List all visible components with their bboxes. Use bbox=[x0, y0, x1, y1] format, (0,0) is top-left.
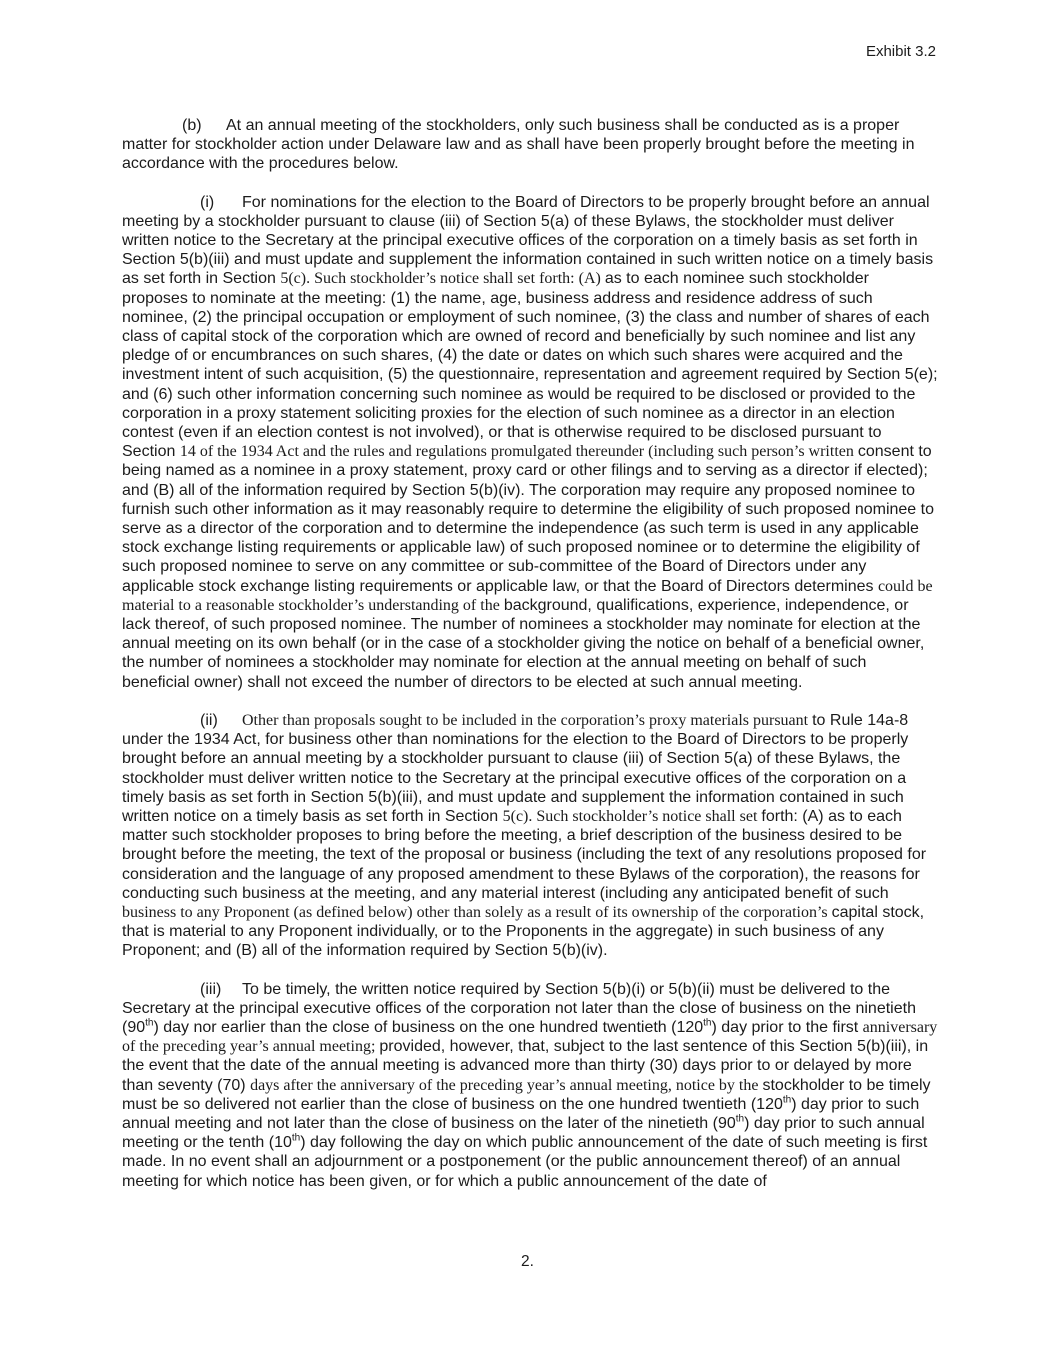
paragraph-b bbox=[122, 116, 938, 174]
text-run: ) day nor earlier than the close of business on the one hundred twentieth (120 bbox=[153, 1018, 704, 1036]
exhibit-label: Exhibit 3.2 bbox=[865, 43, 936, 60]
text-run: to Rule 14a-8 under the 1934 Act, for business other than nominations for the election to the Board of Directors to be properly brought before an annual meeting by a stockholder pursuant to clause (iii) of Section 5(a) of these Bylaws, the stockholder must deliver written notice to the Secretary at the principal executive offices of the corporation on a timely basis as set forth in Section 5(b)(iii), and must update and supplement the information contained in such written notice on a timely basis as set forth in Section bbox=[122, 711, 909, 825]
text-run: capital stock, that is material to any Proponent individually, or to the Proponents in the aggregate) in such business of any Proponent; and (B) all of the information required by Section 5(b)(iv). bbox=[122, 903, 925, 960]
text-run: forth: (A) as to each matter such stockholder proposes to bring before the meeting, a brief description of the business desired to be brought before the meeting, the text of the proposal or business (including the text of any resolutions proposed for consideration and the language of any proposed amendment to these Bylaws of the corporation), the reasons for conducting such business at the meeting, and any material interest (including any anticipated benefit of such bbox=[122, 807, 927, 902]
text-run: consent to being named as a nominee in a proxy statement, proxy card or other filings and to serving as a director if elected); and (B) all of the information required by Section 5(b)(iv). The corporation may require any proposed nominee to furnish such other information as it may reasonably require to determine the eligibility of such proposed nominee to serve as a director of the corporation and to determine the independence (as such term is used in any applicable stock exchange listing requirements or applicable law) of such proposed nominee or to determine the eligibility of such proposed nominee to serve on any committee or sub-committee of the Board of Directors under any applicable stock exchange listing requirements or applicable law, or that the Board of Directors determines bbox=[122, 443, 934, 595]
text-run: background, qualifications, experience, independence, or lack thereof, of such proposed nominee. The number of nominees a stockholder may nominate for election at the annual meeting on its own behalf (or in the case of a stockholder giving the notice on behalf of a beneficial owner, the number of nominees a stockholder may nominate for election at the annual meeting on behalf of such beneficial owner) shall not exceed the number of directors to be elected at such annual meeting. bbox=[122, 596, 925, 691]
text-run: business to any Proponent (as defined below) other than solely as a result of its ownership of the corporation’s bbox=[122, 903, 832, 921]
page-number: 2. bbox=[521, 1253, 534, 1270]
text-run: as to each nominee such stockholder proposes to nominate at the meeting: (1) the name, age, business address and residence address of such nominee, (2) the principal occupation or employment of such nominee, (3) the class and number of shares of each class of capital stock of the corporation which are owned of record and beneficially by such nominee and list any pledge of or encumbrances on such shares, (4) the date or dates on which such shares were acquired and the investment intent of such acquisition, (5) the questionnaire, representation and agreement required by Section 5(e); and (6) such other information concerning such nominee as would be required to be disclosed or provided to the corporation in a proxy statement soliciting proxies for the election of such nominee as a director in an election contest (even if an election contest is not involved), or that is otherwise required to be disclosed pursuant to Section bbox=[122, 270, 938, 461]
text-run: 5(c). Such stockholder’s notice shall set bbox=[502, 807, 762, 825]
text-run: Other than proposals sought to be included in the corporation’s proxy materials pursuant bbox=[242, 711, 813, 729]
text-run: th bbox=[782, 1094, 792, 1106]
text-run: anniversary of the preceding year’s annual meeting; bbox=[122, 1018, 938, 1056]
text-run: days after the anniversary of the preceding year’s annual meeting, notice by the bbox=[250, 1076, 763, 1094]
text-run: ) day prior to such annual meeting and not later than the close of business on the later of the ninetieth (90 bbox=[122, 1095, 920, 1132]
text-run: could be material to a reasonable stockholder’s understanding of the bbox=[122, 577, 933, 614]
paragraph-i bbox=[122, 193, 938, 692]
paragraph-iii bbox=[122, 980, 938, 1191]
paragraph-label: (ii) bbox=[200, 711, 218, 729]
document-body bbox=[122, 116, 938, 1191]
paragraph-label: (b) bbox=[182, 117, 202, 134]
text-run: th bbox=[735, 1113, 745, 1125]
text-run: ) day prior to such annual meeting or the tenth (10 bbox=[122, 1114, 925, 1152]
paragraph-ii bbox=[122, 711, 938, 961]
text-run: stockholder to be timely must be so delivered not earlier than the close of business on the one hundred twentieth (120 bbox=[122, 1076, 931, 1113]
text-run: th bbox=[703, 1017, 712, 1029]
text-run: To be timely, the written notice required by Section 5(b)(i) or 5(b)(ii) must be delivered to the Secretary at the principal executive offices of the corporation not later than the close of business on the ninetieth (90 bbox=[122, 980, 916, 1036]
text-run: 5(c). Such stockholder’s notice shall set forth: (A) bbox=[280, 270, 605, 288]
text-run: 14 of the 1934 Act and the rules and regulations promulgated thereunder (including such person’s written bbox=[179, 443, 858, 461]
paragraph-label: (i) bbox=[200, 193, 215, 211]
text-run: At an annual meeting of the stockholders, only such business shall be conducted as is a proper matter for stockholder action under Delaware law and as shall have been properly brought before the meeting in accordance with the procedures below. bbox=[122, 117, 915, 173]
text-run: th bbox=[145, 1017, 154, 1029]
text-run: ) day prior to the first bbox=[711, 1018, 863, 1036]
paragraph-label: (iii) bbox=[200, 980, 222, 998]
text-run: ) day following the day on which public announcement of the date of such meeting is first made. In no event shall an adjournment or a postponement (or the public announcement thereof) of an annual meeting for which notice has been given, or for which a public announcement of the date of bbox=[122, 1134, 928, 1190]
text-run: th bbox=[291, 1132, 301, 1144]
text-run: provided, however, that, subject to the last sentence of this Section 5(b)(iii), in the event that the date of the annual meeting is advanced more than thirty (30) days prior to or delayed by more than seventy (70) bbox=[122, 1038, 929, 1094]
text-run: For nominations for the election to the Board of Directors to be properly brought before an annual meeting by a stockholder pursuant to clause (iii) of Section 5(a) of these Bylaws, the stockholder must deliver written notice to the Secretary at the principal executive offices of the corporation on a timely basis as set forth in Section 5(b)(iii) and must update and supplement the information contained in such written notice on a timely basis as set forth in Section bbox=[122, 193, 934, 288]
